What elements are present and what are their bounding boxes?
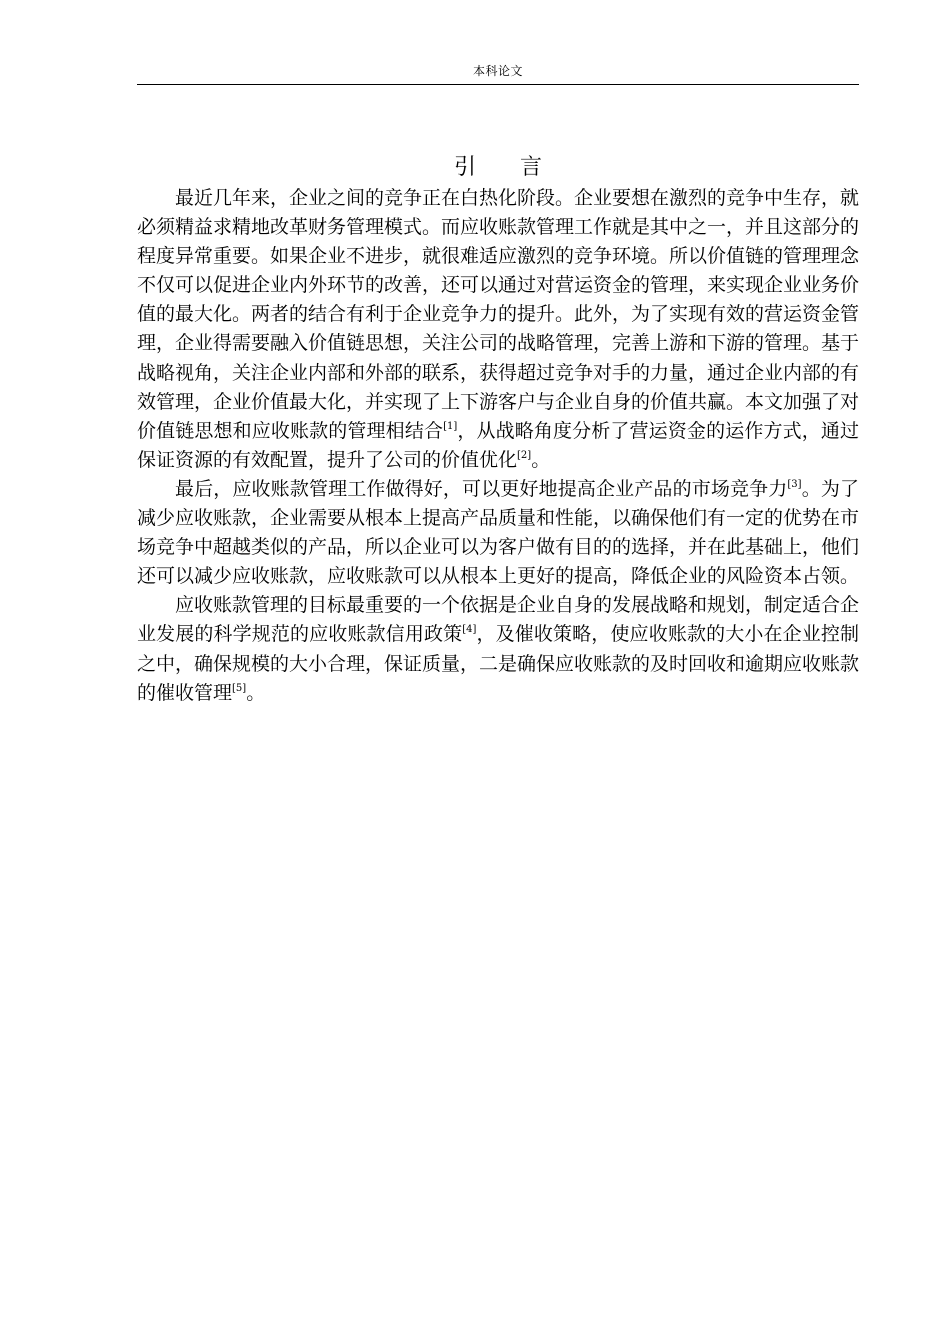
text-run: ，及催收策略，使应收账款的大小在企业控制之中，确保规模的大小合理，保证质量，二是确保应收账款的及时回收和逾期应收账款的催收管理 [137,623,860,704]
text-run: 。 [531,448,551,471]
citation-ref-1: [1] [443,420,458,432]
text-run: 应收账款管理的目标最重要的一个依据是企业自身的发展战略和规划，制定适合企业发展的科学规范的应收账款信用政策 [137,594,860,646]
section-title: 引言 [453,155,586,180]
citation-ref-5: [5] [232,682,247,694]
text-run: 。 [246,681,266,704]
text-run: 最近几年来，企业之间的竞争正在白热化阶段。企业要想在激烈的竞争中生存，就必须精益求精地改革财务管理模式。而应收账款管理工作就是其中之一，并且这部分的程度异常重要。如果企业不进步，就很难适应激烈的竞争环境。所以价值链的管理理念不仅可以促进企业内外环节的改善，还可以通过对营运资金的管理，来实现企业业务价值的最大化。两者的结合有利于企业竞争力的提升。此外，为了实现有效的营运资金管理，企业得需要融入价值链思想，关注公司的战略管理，完善上游和下游的管理。基于战略视角，关注企业内部和外部的联系，获得超过竞争对手的力量，通过企业内部的有效管理，企业价值最大化，并实现了上下游客户与企业自身的价值共赢。本文加强了对价值链思想和应收账款的管理相结合 [137,187,860,442]
text-run: 。为了减少应收账款，企业需要从根本上提高产品质量和性能，以确保他们有一定的优势在市场竞争中超越类似的产品，所以企业可以为客户做有目的的选择，并在此基础上，他们还可以减少应收账款，应收账款可以从根本上更好的提高，降低企业的风险资本占领。 [137,477,860,588]
body-text [137,184,859,708]
citation-ref-2: [2] [517,449,532,461]
paragraph-1 [137,184,859,475]
paragraph-2 [137,475,859,591]
page-header [137,58,859,85]
header-text: 本科论文 [472,64,523,78]
text-run: 最后，应收账款管理工作做得好，可以更好地提高企业产品的市场竞争力 [175,477,788,500]
text-run: ，从战略角度分析了营运资金的运作方式，通过保证资源的有效配置，提升了公司的价值优化 [137,419,859,471]
paragraph-3 [137,591,859,707]
citation-ref-4: [4] [462,624,477,636]
citation-ref-3: [3] [787,478,802,490]
